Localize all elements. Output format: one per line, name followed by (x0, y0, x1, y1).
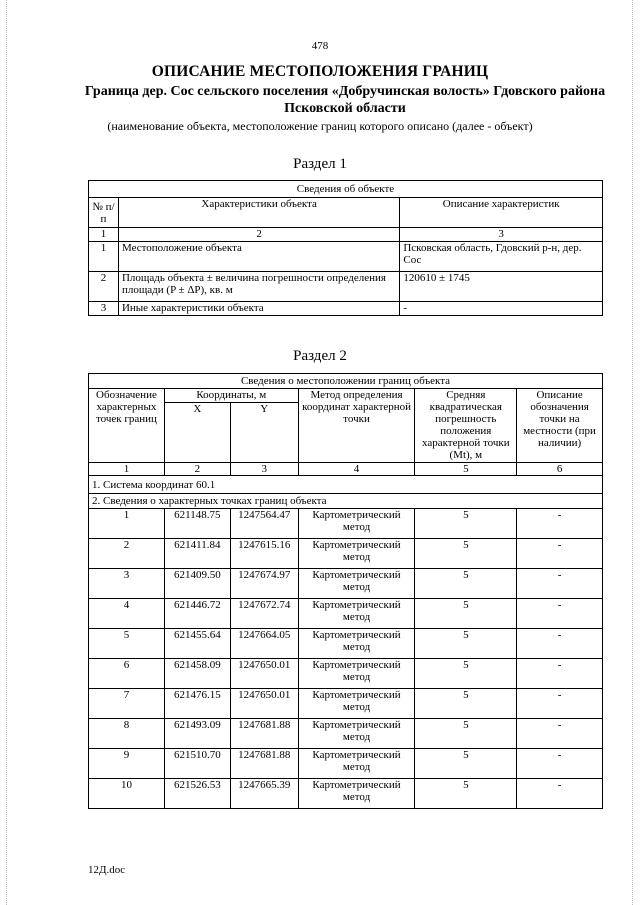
point-number: 2 (89, 539, 165, 569)
col-number: 1 (89, 463, 165, 476)
table-row (89, 599, 603, 629)
point-description: - (517, 569, 603, 599)
table-row (89, 749, 603, 779)
coord-x: 621476.15 (164, 689, 230, 719)
point-error: 5 (415, 779, 517, 809)
point-description: - (517, 599, 603, 629)
point-error: 5 (415, 509, 517, 539)
document-note: (наименование объекта, местоположение границ которого описано (далее - объект) (107, 119, 533, 133)
point-description: - (517, 719, 603, 749)
section2-caption: Сведения о местоположении границ объекта (89, 374, 603, 389)
point-error: 5 (415, 599, 517, 629)
point-number: 10 (89, 779, 165, 809)
point-method (298, 629, 415, 659)
coord-x: 621411.84 (164, 539, 230, 569)
method-line: Картометрический (312, 779, 401, 791)
table-row (89, 689, 603, 719)
section2-title: Раздел 2 (293, 348, 347, 364)
method-line: метод (342, 791, 371, 803)
method-line: метод (342, 581, 371, 593)
method-line: Картометрический (312, 749, 401, 761)
row-description: 120610 ± 1745 (400, 272, 603, 302)
table-row (89, 272, 603, 302)
point-description: - (517, 749, 603, 779)
col-number: 3 (230, 463, 298, 476)
header-characteristic: Характеристики объекта (118, 198, 399, 228)
point-method (298, 569, 415, 599)
col-number: 1 (89, 228, 119, 242)
header-number: № п/п (89, 198, 119, 228)
section1-title: Раздел 1 (293, 156, 347, 172)
point-error: 5 (415, 629, 517, 659)
scan-edge-right (632, 0, 633, 905)
point-method (298, 779, 415, 809)
point-method (298, 509, 415, 539)
method-line: метод (342, 701, 371, 713)
scan-edge-left (6, 0, 7, 905)
header-method: Метод определения координат характерной точки (298, 389, 415, 463)
row-number: 2 (89, 272, 119, 302)
col-number: 4 (298, 463, 415, 476)
table-row (89, 629, 603, 659)
header-y: Y (230, 403, 298, 463)
section2-table (88, 373, 603, 809)
row-description: Псковская область, Гдовский р-н, дер. Сос (400, 242, 603, 272)
coord-x: 621409.50 (164, 569, 230, 599)
col-number: 2 (164, 463, 230, 476)
table-row (89, 302, 603, 316)
coord-y: 1247665.39 (230, 779, 298, 809)
header-point-description: Описание обозначения точки на местности (при наличии) (517, 389, 603, 463)
document-subtitle: Граница дер. Сос сельского поселения «Добручинская волость» Гдовского района Псковской области (84, 84, 606, 116)
coord-y: 1247564.47 (230, 509, 298, 539)
table-row (89, 719, 603, 749)
coord-x: 621526.53 (164, 779, 230, 809)
table-row (89, 509, 603, 539)
point-error: 5 (415, 569, 517, 599)
coord-y: 1247674.97 (230, 569, 298, 599)
row-description: - (400, 302, 603, 316)
table-row (89, 242, 603, 272)
col-number: 3 (400, 228, 603, 242)
method-line: метод (342, 731, 371, 743)
method-line: метод (342, 521, 371, 533)
point-error: 5 (415, 749, 517, 779)
method-line: Картометрический (312, 539, 401, 551)
coord-x: 621446.72 (164, 599, 230, 629)
point-method (298, 689, 415, 719)
point-method (298, 599, 415, 629)
section1-caption: Сведения об объекте (89, 181, 603, 198)
coord-y: 1247681.88 (230, 719, 298, 749)
header-point: Обозначение характерных точек границ (89, 389, 165, 463)
coord-y: 1247615.16 (230, 539, 298, 569)
method-line: метод (342, 671, 371, 683)
point-number: 6 (89, 659, 165, 689)
header-x: X (164, 403, 230, 463)
point-description: - (517, 539, 603, 569)
coord-x: 621493.09 (164, 719, 230, 749)
point-description: - (517, 629, 603, 659)
col-number: 5 (415, 463, 517, 476)
header-description: Описание характеристик (400, 198, 603, 228)
point-error: 5 (415, 539, 517, 569)
table-row (89, 569, 603, 599)
method-line: Картометрический (312, 629, 401, 641)
coord-x: 621455.64 (164, 629, 230, 659)
col-number: 2 (118, 228, 399, 242)
method-line: Картометрический (312, 719, 401, 731)
point-number: 8 (89, 719, 165, 749)
point-description: - (517, 779, 603, 809)
coord-x: 621458.09 (164, 659, 230, 689)
coord-x: 621148.75 (164, 509, 230, 539)
page-number: 478 (311, 40, 329, 52)
coord-y: 1247681.88 (230, 749, 298, 779)
points-table-body (89, 509, 603, 809)
point-number: 1 (89, 509, 165, 539)
point-error: 5 (415, 719, 517, 749)
coord-y: 1247650.01 (230, 659, 298, 689)
coordinate-system-row: 1. Система координат 60.1 (89, 476, 603, 494)
row-number: 3 (89, 302, 119, 316)
point-number: 9 (89, 749, 165, 779)
point-number: 5 (89, 629, 165, 659)
point-method (298, 749, 415, 779)
method-line: метод (342, 761, 371, 773)
method-line: метод (342, 551, 371, 563)
point-error: 5 (415, 689, 517, 719)
point-number: 7 (89, 689, 165, 719)
col-number: 6 (517, 463, 603, 476)
point-method (298, 659, 415, 689)
header-error: Средняя квадратическая погрешность положения характерной точки (Mt), м (415, 389, 517, 463)
table-row (89, 659, 603, 689)
section1-table (88, 180, 603, 316)
row-number: 1 (89, 242, 119, 272)
document-title: ОПИСАНИЕ МЕСТОПОЛОЖЕНИЯ ГРАНИЦ (151, 63, 489, 80)
coord-y: 1247664.05 (230, 629, 298, 659)
method-line: Картометрический (312, 599, 401, 611)
row-characteristic: Площадь объекта ± величина погрешности определения площади (P ± ΔP), кв. м (118, 272, 399, 302)
row-characteristic: Иные характеристики объекта (118, 302, 399, 316)
method-line: метод (342, 611, 371, 623)
method-line: Картометрический (312, 509, 401, 521)
table-row (89, 539, 603, 569)
point-method (298, 719, 415, 749)
coord-y: 1247650.01 (230, 689, 298, 719)
point-description: - (517, 689, 603, 719)
point-number: 3 (89, 569, 165, 599)
row-characteristic: Местоположение объекта (118, 242, 399, 272)
point-description: - (517, 659, 603, 689)
coord-y: 1247672.74 (230, 599, 298, 629)
footer-filename: 12Д.doc (88, 864, 126, 876)
point-number: 4 (89, 599, 165, 629)
coord-x: 621510.70 (164, 749, 230, 779)
point-method (298, 539, 415, 569)
method-line: Картометрический (312, 659, 401, 671)
method-line: Картометрический (312, 569, 401, 581)
method-line: метод (342, 641, 371, 653)
header-coordinates: Координаты, м (164, 389, 298, 403)
point-description: - (517, 509, 603, 539)
method-line: Картометрический (312, 689, 401, 701)
boundary-points-row: 2. Сведения о характерных точках границ объекта (89, 494, 603, 509)
point-error: 5 (415, 659, 517, 689)
table-row (89, 779, 603, 809)
